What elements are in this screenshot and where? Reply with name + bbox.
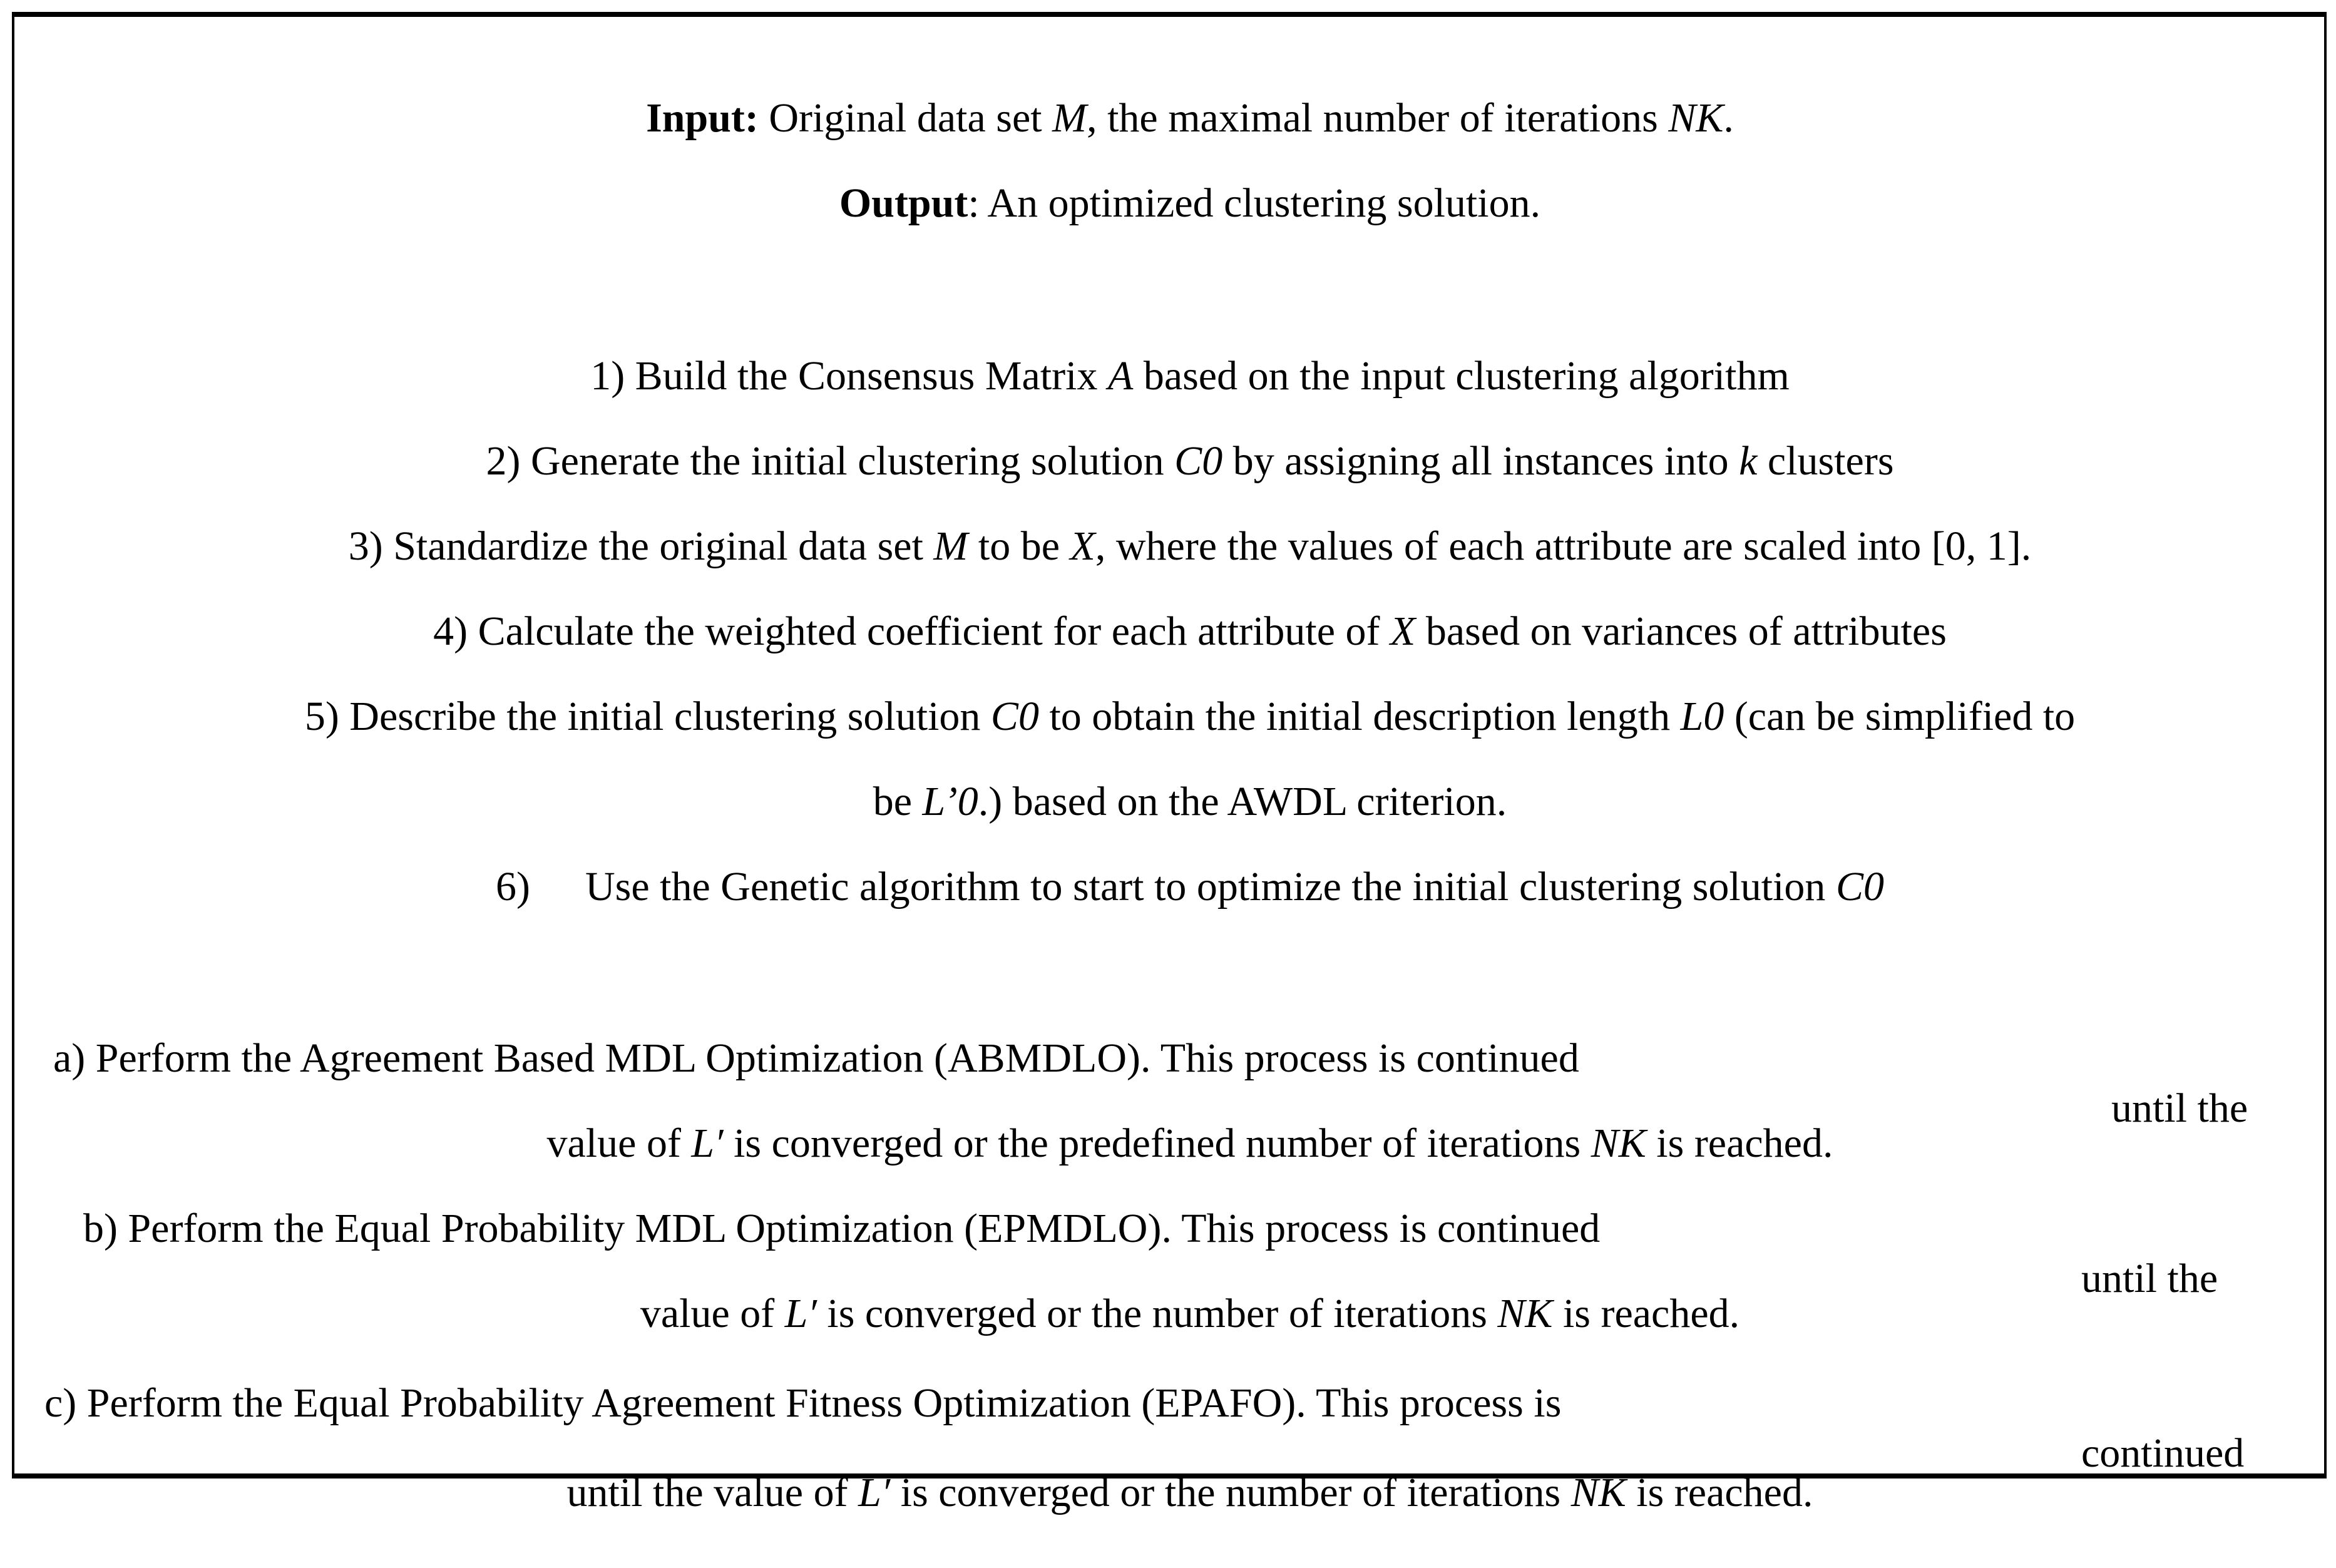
substep-a-cont-text-3: is reached.: [1646, 1120, 1833, 1166]
step-2-text-3: clusters: [1757, 438, 1894, 484]
input-label: Input:: [646, 95, 759, 141]
substep-b-text: b) Perform the Equal Probability MDL Optimization (EPMDLO). This process is continued: [83, 1206, 1601, 1251]
step-6-number: 6): [496, 864, 531, 910]
substep-c-cont-text-2: is converged or the number of iterations: [890, 1470, 1571, 1515]
var-nk: NK: [1668, 95, 1724, 141]
step-5-var-l0: L0: [1680, 694, 1724, 739]
output-text: : An optimized clustering solution.: [968, 180, 1541, 226]
substep-a-cont-text-2: is converged or the predefined number of iterations: [723, 1120, 1591, 1166]
step-5-cont-text-2: .) based on the AWDL criterion.: [978, 779, 1507, 824]
step-1-text-2: based on the input clustering algorithm: [1133, 353, 1790, 399]
input-text-1: Original data set: [758, 95, 1053, 141]
step-5-text-2: to obtain the initial description length: [1038, 694, 1681, 739]
step-5-var-c0: C0: [990, 694, 1039, 739]
step-5-text-1: 5) Describe the initial clustering solution: [304, 694, 991, 739]
algorithm-box: [12, 12, 2327, 1515]
substep-b-cont-text-1: value of: [640, 1291, 785, 1336]
step-6-text-1: Use the Genetic algorithm to start to optimize the initial clustering solution: [585, 864, 1836, 910]
substep-a-var-nk: NK: [1591, 1120, 1646, 1166]
step-5-text-3: (can be simplified to: [1724, 694, 2076, 739]
substep-a-var-l-prime: L′: [691, 1120, 724, 1166]
substep-c-cont-text-1: until the value of: [566, 1470, 859, 1515]
substep-c-cont-text-3: is reached.: [1626, 1470, 1813, 1515]
substep-b-cont-text-2: is converged or the number of iterations: [816, 1291, 1498, 1336]
substep-a-trailing: until the: [2111, 1085, 2248, 1131]
step-3-var-x: X: [1070, 523, 1095, 569]
step-6: [14, 812, 2324, 962]
step-3-var-m: M: [933, 523, 968, 569]
step-2-text-2: by assigning all instances into: [1222, 438, 1739, 484]
substep-a-text: a) Perform the Agreement Based MDL Optimization (ABMDLO). This process is continued: [53, 1035, 1579, 1081]
output-label: Output: [839, 180, 968, 226]
step-1-text-1: 1) Build the Consensus Matrix: [590, 353, 1108, 399]
step-4-text-2: based on variances of attributes: [1415, 608, 1947, 654]
substep-c-continuation: [14, 1418, 2324, 1568]
step-1-var-a: A: [1108, 353, 1134, 399]
step-3-text-2: to be: [968, 523, 1070, 569]
step-3-text-3: , where the values of each attribute are scaled into [0, 1].: [1095, 523, 2032, 569]
substep-b-var-l-prime: L′: [784, 1291, 817, 1336]
substep-c-var-nk: NK: [1570, 1470, 1626, 1515]
step-2-var-k: k: [1739, 438, 1758, 484]
substep-b-cont-text-3: is reached.: [1552, 1291, 1740, 1336]
step-5-var-l-prime-0: L’0: [922, 779, 978, 824]
step-2-text-1: 2) Generate the initial clustering solution: [486, 438, 1175, 484]
output-line: [14, 128, 2324, 279]
step-3-text-1: 3) Standardize the original data set: [348, 523, 934, 569]
substep-c-text: c) Perform the Equal Probability Agreement Fitness Optimization (EPAFO). This process is: [44, 1380, 1562, 1426]
substep-a-cont-text-1: value of: [546, 1120, 692, 1166]
step-4-var-x: X: [1390, 608, 1416, 654]
substep-b-trailing: until the: [2081, 1256, 2218, 1301]
substep-c-trailing: continued: [2081, 1430, 2245, 1476]
input-text-3: .: [1723, 95, 1734, 141]
substep-c-var-l-prime: L′: [858, 1470, 891, 1515]
substep-b-var-nk: NK: [1497, 1291, 1553, 1336]
input-text-2: , the maximal number of iterations: [1087, 95, 1669, 141]
step-5-cont-text-1: be: [873, 779, 923, 824]
step-6-var-c0: C0: [1835, 864, 1884, 910]
step-4-text-1: 4) Calculate the weighted coefficient for each attribute of: [433, 608, 1391, 654]
var-m: M: [1052, 95, 1087, 141]
step-2-var-c0: C0: [1174, 438, 1223, 484]
